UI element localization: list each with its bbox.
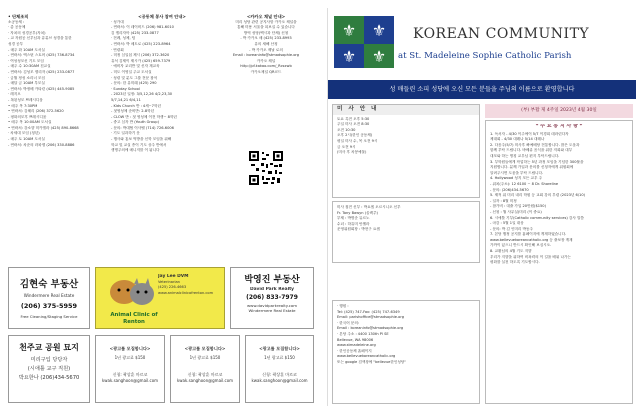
service-line: - 미도 이영일 주교 도서실 bbox=[111, 69, 152, 74]
ad-cemetery-name: 천주교 공원 묘지 bbox=[19, 343, 79, 352]
kakao-line: 통해 미용 서울을 되보실 수 있습니다 bbox=[237, 25, 295, 30]
ad-slot-price: 1년 광고료 $150 bbox=[114, 354, 146, 360]
ad-slot-price: 1년 광고료 $150 bbox=[264, 354, 295, 360]
ad-animal-doctor: Jay Lee DVM bbox=[158, 274, 189, 279]
groups-title: • 단체조직 bbox=[8, 14, 29, 19]
left-page bbox=[5, 8, 317, 406]
service-line: · 성가대 bbox=[111, 19, 124, 24]
header-banner bbox=[328, 8, 636, 80]
clergy-line: Fr. Tony Bawyn (올렉추) bbox=[337, 210, 378, 215]
news-line: 5. 제적 위 미리 내리 학원 등 교회 강의 부렴 (2023년 6/10) bbox=[490, 193, 586, 198]
group-line: • 연락처: 김혜리 (206) 372-5620 bbox=[8, 109, 64, 114]
clergy-line: 미사 집전 신부 : 박요셉 오르시니오 신부 bbox=[337, 205, 401, 209]
ad-park-realty-web: www.davidparkrealty.com bbox=[246, 302, 298, 308]
ad-animal-line-2: (425) 226-4663 bbox=[158, 285, 187, 290]
news-line: 3. 부학원들에게 작업하는 5년 과정 모임을 기념한 300불을 bbox=[490, 159, 584, 164]
clergy-box bbox=[332, 201, 480, 263]
group-line: • 매주 목 10:00AM 도서실 bbox=[8, 120, 52, 125]
kakao-line: - 박 카카오 매 (425) 233-8993 bbox=[240, 36, 292, 41]
kakao-column bbox=[217, 14, 315, 76]
mass-info-box bbox=[332, 104, 480, 198]
contact-line: · 행원 : bbox=[337, 304, 349, 308]
service-line: · 기도 일과하기 운 bbox=[111, 131, 140, 136]
news-line: 지원합니다. 분께 가입과 문의를 신청자에게 위원회에 bbox=[490, 165, 574, 170]
news-line: - 일자 : 8월 미정 bbox=[490, 198, 517, 203]
news-line: 4. Hollywood 성지 모든 교우 주 bbox=[490, 176, 543, 181]
service-line: 학교 및 교실 종이 기도 상주 반에서 bbox=[111, 142, 167, 147]
contact-line: · 한국어 문의: bbox=[337, 320, 359, 325]
ad-slot-price: 1년 광고료 $150 bbox=[189, 354, 221, 360]
news-line: - 문의: 박 김 인미리 박동주 bbox=[490, 226, 533, 231]
contact-line: www.stmadeleine.org bbox=[337, 343, 376, 348]
ad-kim-realty-extra: Free Cleaning/Staging Service bbox=[20, 313, 78, 319]
news-line: 우리가 지향을 위하여 비폭력의 이 길을 배워 나가는 bbox=[490, 254, 571, 259]
service-line: - 연락처: 이 데이비드 (206) 981-6010 bbox=[111, 25, 174, 30]
kakao-line: 방역 성당(백시과 단체) 신청 bbox=[243, 30, 289, 35]
parish-subtitle: at St. Madeleine Sophie Catholic Parish bbox=[398, 51, 572, 61]
kakao-line: 미리 성당 관련 공지사항 카카오 채널을 bbox=[235, 19, 297, 24]
group-line: 성경 공부 bbox=[8, 41, 24, 46]
group-line: 소공동체 : bbox=[8, 19, 25, 24]
kakao-line: 카카오 채널 bbox=[256, 58, 276, 63]
kakao-line: 유의 새해 산청 bbox=[254, 41, 278, 46]
service-line: - 2023년 일정: 3/5,12,26 4/2,23,30 bbox=[111, 92, 173, 97]
ad-slot-email: kwak.sanghoon@gmail.com bbox=[176, 377, 234, 383]
group-line: - 복된성모 쁘레시디움 bbox=[8, 97, 43, 102]
ad-slot-email: kwak.sanghoon@gmail.com bbox=[251, 377, 308, 383]
news-line: - 신청 : 월 사무실(미리 (이 중요) bbox=[490, 209, 542, 214]
clergy-list bbox=[333, 202, 479, 236]
news-line: 6. 시애틀 기부(Catholic community services) 감사 말씀 bbox=[490, 215, 584, 220]
dog-cat-icon bbox=[106, 272, 160, 312]
news-line: 대모와 하는 명칭 교우님 편지 부탁드립니다. bbox=[490, 153, 560, 158]
news-line: 가까이 있으니 반드시 확인해 보십시오. bbox=[490, 243, 552, 248]
kakao-line: Email : koreaninfo@stmadsophie.org bbox=[232, 53, 300, 58]
group-line: - 평화의모후 쁘레시디움 bbox=[8, 114, 47, 119]
group-line: · 여성성모신 기도 모임 bbox=[8, 58, 44, 63]
service-line: - 행사와 홍보 먹방을 신학 모임을 위해 bbox=[111, 137, 172, 142]
ad-kim-realty-sub: Windermere Real Estate bbox=[23, 293, 75, 298]
clergy-line: 부제 : 박명준 뮤르노 bbox=[337, 216, 370, 221]
parish-logo-icon bbox=[334, 16, 396, 70]
group-line: - 매주 화 10AM 도서실 bbox=[8, 47, 45, 52]
service-line: · Sunday School bbox=[111, 86, 140, 91]
contact-line: · 본당 주소 : 4400 130th Pl SE bbox=[337, 331, 389, 336]
ad-animal-clinic-info bbox=[158, 274, 222, 296]
contact-line: 또는 google 검색창에 "bellevue한인성당" bbox=[337, 359, 406, 364]
group-line: · 차세대 모임 (청년) bbox=[8, 131, 40, 136]
mass-line: (미사 후 차봉예물) bbox=[337, 150, 367, 155]
group-line: · 레지오 bbox=[8, 92, 21, 97]
group-line: - 교 자원공 신부님과 유튜브 성경을 통한 bbox=[8, 36, 72, 41]
service-line: 5/7,14,21 6/4,11 bbox=[111, 97, 141, 102]
service-column bbox=[111, 14, 213, 154]
ad-animal-name: Animal Clinic of Renton bbox=[110, 312, 158, 325]
svg-text:⚜: ⚜ bbox=[371, 21, 387, 40]
service-line: - 미정 심일섭 제시 (206) 372-3620 bbox=[111, 53, 170, 58]
service-title: <공동체 봉사 참여 안내> bbox=[138, 14, 186, 19]
service-line: · 전례, 성체, 팀 bbox=[111, 36, 136, 41]
ad-slot-contact: 신청: 곽상훈 마르코 bbox=[187, 372, 223, 378]
kakao-line: http://pf.kakao.com/_Rcsxwb bbox=[240, 64, 292, 69]
mass-line: 토요 특전 오후 5:30 bbox=[337, 116, 370, 121]
service-list bbox=[111, 20, 213, 154]
ad-slot-2[interactable] bbox=[170, 335, 240, 403]
group-line: • 연락처: 강소향 미카엘라 (425) 890-8668 bbox=[8, 125, 79, 130]
group-line: · 총 공동체 bbox=[8, 25, 26, 30]
kakao-title: <카카오 채널 안내> bbox=[246, 14, 286, 19]
clergy-line: 운영위원회장 : 박현구 요셉 bbox=[337, 227, 380, 232]
group-line: • 매주 목 7:30PM bbox=[8, 103, 38, 108]
mass-line: 주일 미사 오전 8:30 bbox=[337, 122, 370, 127]
ad-animal-line-3: www.animalclinicofrenton.com bbox=[158, 290, 214, 295]
ad-cemetery-line-3: 박요한나 (206)434-5670 bbox=[18, 375, 80, 381]
ad-kim-realty-name: 김현숙 부동산 bbox=[19, 279, 79, 290]
contact-list bbox=[333, 301, 479, 369]
svg-text:⚜: ⚜ bbox=[341, 21, 357, 40]
ad-cemetery-line-1: 미리구입 당당자 bbox=[30, 357, 68, 363]
service-line: 유석 김제이 제시카 (425) 659-7379 bbox=[111, 58, 171, 63]
ad-slot-3[interactable] bbox=[245, 335, 314, 403]
contact-line: Bellevue, WA 98006 bbox=[337, 337, 374, 342]
ad-animal-clinic[interactable] bbox=[95, 267, 225, 329]
qr-code-icon[interactable] bbox=[248, 150, 284, 186]
mass-line: 오전 10:30 bbox=[337, 127, 356, 132]
news-line: 함께 부탁 드립니다. 바베큐 음식을 위한 저희와 대부 bbox=[490, 148, 573, 153]
contact-line: www.bellevuekoreancatholic.org bbox=[337, 354, 396, 359]
group-line: · 금월 정성 소리너 모임 bbox=[8, 75, 45, 80]
group-line: - 매주 수 10:30AM 친교실 bbox=[8, 64, 51, 69]
service-line: · 성령 및 분도 그룹 전문 참석 bbox=[111, 75, 158, 80]
news-title: * 주 요 통 지 사 항 * bbox=[535, 124, 583, 129]
clergy-line: 수녀 : 하유미 안젤라 bbox=[337, 221, 370, 226]
ad-park-realty-sub: Windermere Real Estate bbox=[248, 308, 296, 314]
news-line: - 문의: (206)434-5670 bbox=[490, 187, 529, 192]
contact-line: · 한인공동체 홈페이지 bbox=[337, 348, 372, 353]
service-line: · 연령회 bbox=[111, 47, 124, 52]
news-list bbox=[486, 130, 632, 268]
kakao-line: - 박 카카오 제날 로의 bbox=[249, 47, 283, 52]
right-page bbox=[327, 8, 635, 406]
news-line: 8. 교황님의 4월 기도 지향 bbox=[490, 249, 532, 254]
news-line: www.bellevuekoreancatholic.org 등 출보장 게재 bbox=[490, 237, 573, 242]
service-line: · 예비자 교리반 및 신자 재교육 bbox=[111, 64, 160, 69]
service-line: - CLOW 반 : 첫 영성체 이전 학생~ 8학년 bbox=[111, 114, 177, 119]
contact-line: Email : koreaninfo@stmadsophie.org bbox=[337, 326, 404, 331]
ad-slot-contact: 신청: 곽상훈 마르코 bbox=[112, 372, 148, 378]
mass-line: 오후 2시(한인 공동체) bbox=[337, 133, 373, 138]
service-line: 생명주의에 메니저를 이 됨니다 bbox=[111, 148, 160, 153]
ad-cemetery[interactable] bbox=[8, 335, 90, 403]
news-line: 제대회 - 4/30 대레나 5/14 대레나 bbox=[490, 137, 545, 142]
ad-kim-realty-phone: (206) 375-5959 bbox=[20, 301, 78, 310]
service-line: - 첫영성체 준비반: 2-8학년 bbox=[111, 109, 155, 114]
ad-slot-title: <광고를 모집합니다> bbox=[259, 346, 300, 351]
news-line: - 참가비 : 대출 가입 20만원($150) bbox=[490, 204, 546, 209]
group-line: - 연락처: 차준의 라파엘 (206) 330-8886 bbox=[8, 142, 75, 147]
news-line: 2. 다음주(5/7) 미사후 빠예배당 전통합니다. 많은 도움과 bbox=[490, 142, 580, 147]
mass-title: 미 사 안 내 bbox=[333, 105, 479, 115]
news-line: 알려주시면 도움을 부탁 드립니다. bbox=[490, 170, 544, 175]
date-bar: (부) 부활 제 4주일 2023년 4월 30일 bbox=[485, 104, 633, 118]
svg-text:⚜: ⚜ bbox=[371, 47, 387, 66]
mass-list bbox=[333, 115, 479, 158]
news-line: - 마감 : 5월 1일 대상 bbox=[490, 221, 524, 226]
ad-cemetery-line-2: (시애틀 교구 직원) bbox=[27, 366, 71, 372]
ad-kim-realty[interactable] bbox=[8, 267, 90, 329]
contact-line: Email: parishoffice@stmadsophie.org bbox=[337, 315, 405, 320]
ad-slot-contact: 신청: 곽상훈 마르코 bbox=[262, 372, 297, 378]
ad-slot-1[interactable] bbox=[95, 335, 165, 403]
service-line: - 중고 심자 반 (Youth Group) bbox=[111, 120, 159, 125]
ad-slot-email: kwak.sanghoon@gmail.com bbox=[101, 377, 159, 383]
service-line: - 문의: 박대협 이사벨 (714) 726-6006 bbox=[111, 125, 174, 130]
ad-park-realty[interactable] bbox=[230, 267, 314, 329]
ad-slot-title: <광고를 모집합니다> bbox=[109, 346, 151, 351]
groups-list bbox=[8, 20, 108, 149]
news-line: 1. 독서자 - 4/30 이주에이 5/7 이경희 데라린다자 bbox=[490, 131, 569, 136]
service-line: - 문의: 한 유미래 (425) 290 bbox=[111, 81, 157, 86]
community-title: KOREAN COMMUNITY bbox=[413, 26, 590, 42]
mass-line: 금 오전 9시 bbox=[337, 144, 356, 149]
group-line: - 매주 토 10AM 도서실 bbox=[8, 137, 45, 142]
group-line: - 매달 금 10AM 부모실 bbox=[8, 81, 45, 86]
ad-park-realty-phone: (206) 833-7979 bbox=[246, 293, 298, 301]
contact-box bbox=[332, 300, 480, 404]
mass-line: 평일 미사 수, 목 오전 9시 bbox=[337, 138, 378, 143]
kakao-list bbox=[217, 20, 315, 76]
news-line: 7. 본당 행정 공지를 홈페이지에 게재하였습니다. bbox=[490, 232, 567, 237]
service-line: - Kids Church 반 : 4세~7학년 bbox=[111, 103, 161, 108]
kakao-line: 카카오채널 QR코드 bbox=[250, 69, 282, 74]
service-line: - 연락처: 박 메트로 (425) 223-8964 bbox=[111, 41, 171, 46]
contact-line: Tel: (425) 747-Fax: (425) 747-6349 bbox=[337, 309, 400, 314]
service-line: 김 엘리자아 (425) 233-0877 bbox=[111, 30, 159, 35]
group-line: - 연락처: 김성모 엘리자 (425) 233-0877 bbox=[8, 69, 75, 74]
group-line: - 연락처: 엑스틴 스토어 (425) 736-8734 bbox=[8, 53, 75, 58]
group-line: · 자치의 성경공부(자치) bbox=[8, 30, 46, 35]
ad-park-realty-company: David Park Realty bbox=[249, 287, 295, 292]
ad-park-realty-name: 박영진 부동산 bbox=[244, 275, 300, 285]
svg-text:⚜: ⚜ bbox=[341, 47, 357, 66]
welcome-banner: 성 매들린 소피 성당에 오신 모든 분들을 주님의 이름으로 환영합니다 bbox=[328, 80, 636, 99]
news-line: - 위치(주소): 12 6100 ~ 8 Dr. Shoreline bbox=[490, 181, 559, 186]
ad-slot-title: <광고를 모집합니다> bbox=[184, 346, 226, 351]
news-line: 평화를 실천 하도록 기도합시다. bbox=[490, 260, 540, 265]
groups-column bbox=[8, 14, 108, 148]
group-line: - 연락처: 박정배 카타린 (425) 445-9085 bbox=[8, 86, 75, 91]
news-box bbox=[485, 120, 633, 404]
ad-animal-line-1: Veterinarian bbox=[158, 279, 180, 284]
